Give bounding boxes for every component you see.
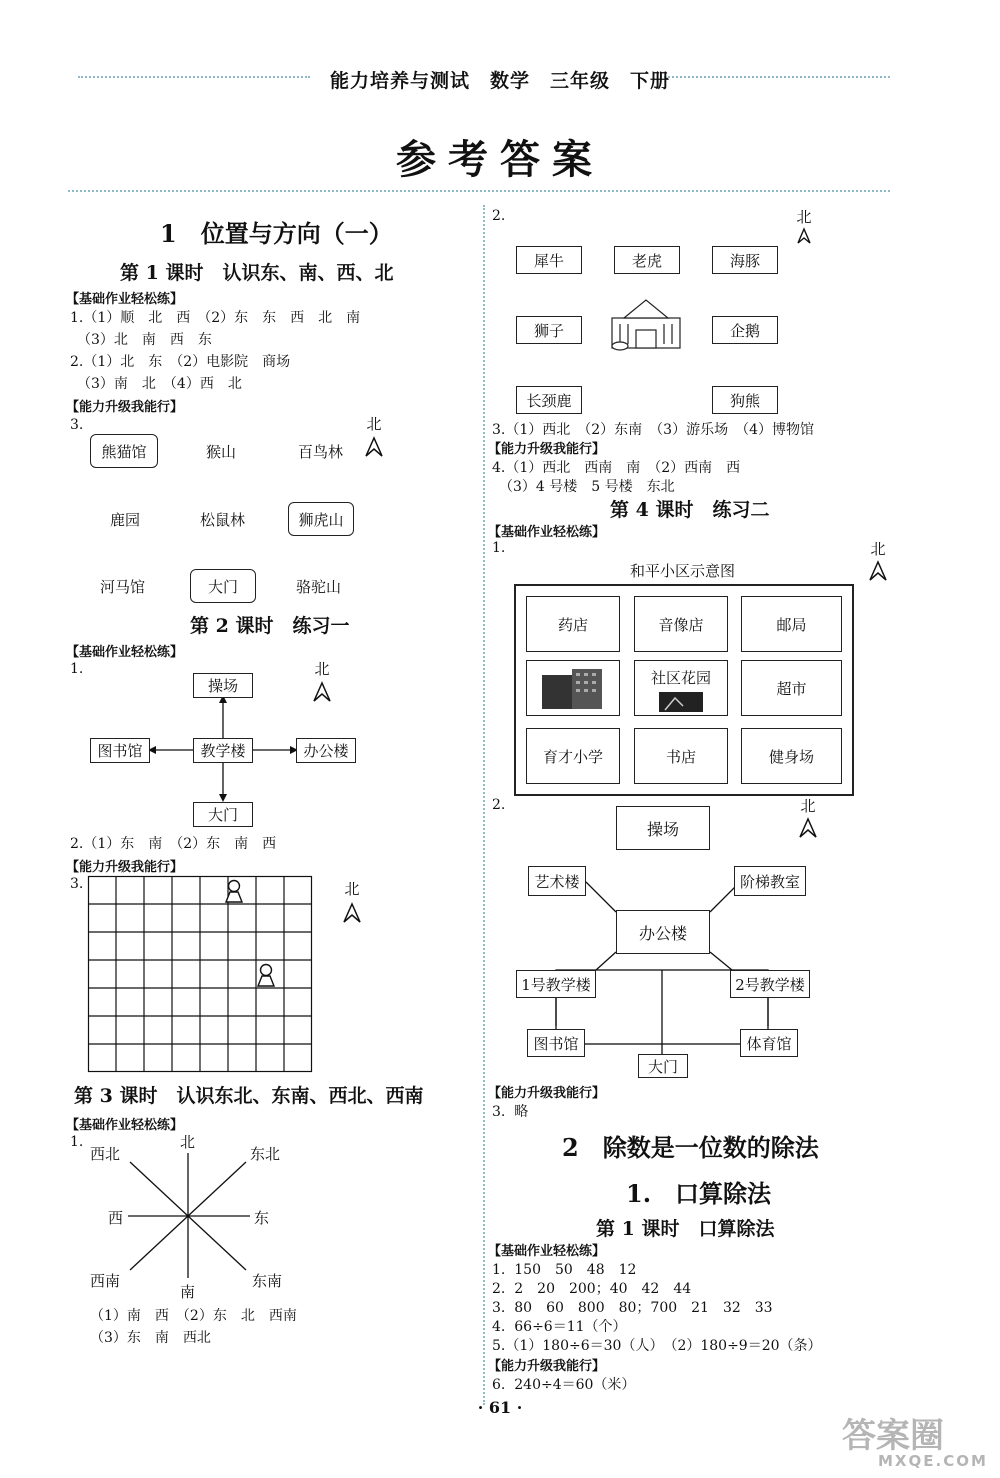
title-rule	[68, 190, 890, 192]
zoo-lion: 狮子	[516, 316, 582, 344]
north-arrow-icon	[342, 902, 362, 924]
l1-tag-basic: 【基础作业轻松练】	[66, 292, 184, 307]
community-garden	[634, 660, 728, 716]
l1-line-4: （3）南 北 （4）西 北	[70, 376, 242, 392]
l3-line-1: （1）南 西 （2）东 北 西南	[90, 1308, 297, 1324]
school-office-building: 办公楼	[616, 910, 710, 954]
map-monkey-hill: 猴山	[206, 443, 237, 461]
lesson4-title: 第 4 课时 练习二	[610, 499, 770, 521]
l2-tag-basic: 【基础作业轻松练】	[66, 645, 184, 660]
north-arrow-icon	[364, 436, 384, 458]
l21-line-6: 6. 240÷4＝60（米）	[492, 1377, 636, 1393]
page-title: 参考答案	[396, 136, 604, 183]
north-arrow-icon	[796, 228, 812, 244]
diagram-playground: 操场	[193, 673, 253, 698]
section1-title: 1. 口算除法	[626, 1179, 772, 1208]
north-label: 北	[800, 797, 816, 815]
lesson1-title: 第 1 课时 认识东、南、西、北	[120, 262, 394, 284]
north-arrow-icon	[312, 681, 332, 703]
position-grid	[88, 876, 312, 1072]
person-icon	[224, 879, 244, 903]
l21-line-1: 1. 150 50 48 12	[492, 1262, 637, 1278]
map-main-gate: 大门	[190, 569, 256, 603]
compass-east: 东	[254, 1209, 270, 1227]
l21-tag-adv: 【能力升级我能行】	[488, 1359, 606, 1374]
map-deer-park: 鹿园	[110, 511, 141, 529]
garden-photo-icon	[659, 692, 703, 712]
north-label: 北	[314, 660, 330, 678]
running-header: 能力培养与测试 数学 三年级 下册	[329, 70, 670, 92]
l4-q2-number: 2.	[492, 797, 506, 813]
school-art-building: 艺术楼	[528, 866, 586, 896]
north-arrow-icon	[868, 561, 888, 581]
l21-line-2: 2. 2 20 200；40 42 44	[492, 1281, 692, 1297]
unit2-title: 2 除数是一位数的除法	[562, 1133, 819, 1162]
community-title: 和平小区示意图	[630, 562, 736, 580]
lesson21-title: 第 1 课时 口算除法	[596, 1218, 775, 1240]
compass-northwest: 西北	[90, 1145, 121, 1163]
compass-southwest: 西南	[90, 1272, 121, 1290]
diagram-office-building: 办公楼	[296, 738, 356, 763]
community-post-office: 邮局	[741, 596, 842, 652]
community-garden-label: 社区花园	[650, 669, 711, 687]
l4-q3-line: 3. 略	[492, 1104, 529, 1120]
community-pharmacy: 药店	[526, 596, 620, 652]
l21-tag-basic: 【基础作业轻松练】	[488, 1244, 606, 1259]
compass-southeast: 东南	[252, 1272, 283, 1290]
lesson2-title: 第 2 课时 练习一	[190, 615, 350, 637]
l4-tag-adv: 【能力升级我能行】	[488, 1086, 606, 1101]
page-number: · 61 ·	[477, 1398, 523, 1417]
l21-line-5: 5.（1）180÷6＝30（人） （2）180÷9＝20（条）	[492, 1338, 822, 1354]
map-hippo-house: 河马馆	[100, 578, 146, 596]
r-line-3: 3.（1）西北 （2）东南 （3）游乐场 （4）博物馆	[492, 422, 814, 438]
zoo-dolphin: 海豚	[712, 246, 778, 274]
compass-northeast: 东北	[250, 1145, 281, 1163]
l1-line-1: 1.（1）顺 北 西 （2）东 东 西 北 南	[70, 310, 361, 326]
map-lion-tiger-hill: 狮虎山	[288, 502, 354, 536]
r-q2-number: 2.	[492, 208, 506, 224]
zoo-penguin: 企鹅	[712, 316, 778, 344]
l4-q1-number: 1.	[492, 540, 506, 556]
l21-line-3: 3. 80 60 800 80；700 21 32 33	[492, 1300, 773, 1316]
north-label: 北	[796, 208, 812, 226]
school-library: 图书馆	[527, 1029, 585, 1057]
zoo-bear: 狗熊	[712, 386, 778, 414]
map-squirrel-forest: 松鼠林	[200, 511, 246, 529]
school-playground: 操场	[616, 806, 710, 850]
office-building-photo-icon	[538, 665, 608, 711]
l3-tag-basic: 【基础作业轻松练】	[66, 1118, 184, 1133]
compass-south: 南	[180, 1283, 196, 1301]
school-diagram-lines	[0, 0, 1, 1]
diagram-library: 图书馆	[90, 738, 150, 763]
unit1-title: 1 位置与方向（一）	[160, 219, 393, 248]
l2-tag-adv: 【能力升级我能行】	[66, 860, 184, 875]
community-primary-school: 育才小学	[526, 728, 620, 784]
school-building-2: 2号教学楼	[730, 970, 810, 998]
school-lecture-hall: 阶梯教室	[734, 866, 806, 896]
l2-q3-number: 3.	[70, 876, 84, 892]
zoo-giraffe: 长颈鹿	[516, 386, 582, 414]
l2-q1-number: 1.	[70, 661, 84, 677]
school-gym: 体育馆	[740, 1029, 798, 1057]
diagram-teaching-building: 教学楼	[193, 738, 253, 763]
l1-line-2: （3）北 南 西 东	[70, 332, 212, 348]
north-label: 北	[366, 415, 382, 433]
r-line-4a: 4.（1）西北 西南 南 （2）西南 西	[492, 460, 741, 476]
zoo-tiger: 老虎	[614, 246, 680, 274]
l2-line-2: 2.（1）东 南 （2）东 南 西	[70, 836, 277, 852]
map-camel-hill: 骆驼山	[296, 578, 342, 596]
l3-line-2: （3）东 南 西北	[90, 1330, 211, 1346]
r-tag-adv: 【能力升级我能行】	[488, 442, 606, 457]
column-divider	[483, 205, 485, 1405]
l4-tag-basic: 【基础作业轻松练】	[488, 525, 606, 540]
community-building-photo	[526, 660, 620, 716]
person-icon	[256, 963, 276, 987]
l1-line-3: 2.（1）北 东 （2）电影院 商场	[70, 354, 291, 370]
map-bird-forest: 百鸟林	[298, 443, 344, 461]
community-bookstore: 书店	[634, 728, 728, 784]
l21-line-4: 4. 66÷6＝11（个）	[492, 1319, 627, 1335]
l1-q3-number: 3.	[70, 417, 84, 433]
zoo-rhino: 犀牛	[516, 246, 582, 274]
school-building-1: 1号教学楼	[516, 970, 596, 998]
compass-north: 北	[180, 1133, 196, 1151]
watermark-url: MXQE.COM	[878, 1452, 988, 1470]
diagram-gate: 大门	[193, 802, 253, 827]
l1-tag-adv: 【能力升级我能行】	[66, 400, 184, 415]
r-line-4b: （3）4 号楼 5 号楼 东北	[492, 479, 675, 495]
community-supermarket: 超市	[741, 660, 842, 716]
north-arrow-icon	[798, 818, 818, 838]
museum-building-icon	[606, 296, 686, 350]
map-panda-house: 熊猫馆	[90, 434, 158, 468]
lesson3-title: 第 3 课时 认识东北、东南、西北、西南	[74, 1085, 424, 1107]
school-gate: 大门	[638, 1054, 688, 1078]
compass-west: 西	[108, 1209, 124, 1227]
north-label: 北	[870, 540, 886, 558]
community-fitness-area: 健身场	[741, 728, 842, 784]
watermark-logo: 答案圈	[842, 1416, 944, 1456]
community-av-store: 音像店	[634, 596, 728, 652]
l3-q1-number: 1.	[70, 1134, 84, 1150]
north-label: 北	[344, 880, 360, 898]
